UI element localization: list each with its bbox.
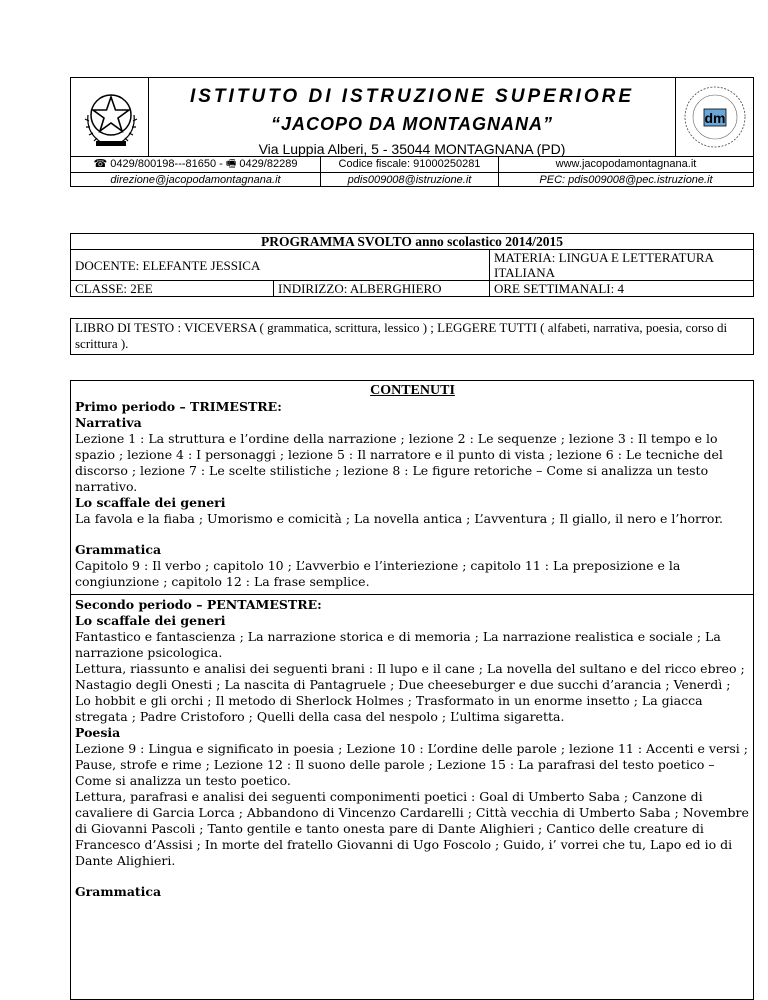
website-link[interactable]: www.jacopodamontagnana.it [555,158,697,171]
docente-cell: DOCENTE: ELEFANTE JESSICA [71,250,490,281]
star-emblem-icon [80,85,142,149]
classe-cell: CLASSE: 2EE [71,281,274,297]
scaffale-title: Lo scaffale dei generi [75,495,226,510]
school-header [70,77,754,187]
scaffale-title-2: Lo scaffale dei generi [75,613,226,628]
phone-fax: ☎ 0429/800198---81650 - 🖷 0429/82289 [93,158,298,171]
school-address: Via Luppia Alberi, 5 - 35044 MONTAGNANA (PD) [258,141,566,157]
program-info-table [70,233,754,297]
logo-text: dm [704,110,725,126]
secondo-periodo-section [71,594,753,904]
contenuti-box [70,380,754,1000]
grammatica-title: Grammatica [75,542,162,557]
secondo-periodo-title: Secondo periodo – PENTAMESTRE: [75,597,322,612]
grammatica-title-2: Grammatica [75,884,162,899]
grammatica-text: Capitolo 9 : Il verbo ; capitolo 10 ; L’avverbio e l’interiezione ; capitolo 11 : La preposizione e la congiunzione ; capitolo 12 : La frase semplice. [75,558,681,589]
primo-periodo-section [71,381,753,594]
scaffale-text-2: Fantastico e fantascienza ; La narrazione storica e di memoria ; La narrazione realistica e sociale ; La narrazione psicologica. [75,629,721,660]
contenuti-heading: CONTENUTI [370,383,455,398]
poesia-text: Lezione 9 : Lingua e significato in poesia ; Lezione 10 : L’ordine delle parole ; lezione 11 : Accenti e versi ; Pause, strofe e rime ; Lezione 12 : Il suono delle parole ; Lezione 15 : La parafrasi del testo poetico – Come si analizza un testo poetico. [75,741,748,788]
school-name-block [149,86,675,157]
narrativa-title: Narrativa [75,415,142,430]
narrativa-text: Lezione 1 : La struttura e l’ordine della narrazione ; lezione 2 : Le sequenze ; lezione 3 : Il tempo e lo spazio ; lezione 4 : I personaggi ; lezione 5 : Il narratore e il punto di vista ; lezione 6 : Le tecniche del discorso ; lezione 7 : Le scelte stilistiche ; lezione 8 : Le figure retoriche – Come si analizza un testo narrativo. [75,431,723,494]
codice-fiscale: Codice fiscale: 91000250281 [338,158,481,171]
program-title: PROGRAMMA SVOLTO anno scolastico 2014/2015 [71,234,754,250]
poesia-title: Poesia [75,725,121,740]
poesia-lettura-text: Lettura, parafrasi e analisi dei seguenti componimenti poetici : Goal di Umberto Saba ; Canzone di cavaliere di Garcia Lorca ; Abbandono di Vincenzo Cardarelli ; Città vecchia di Umberto Saba ; Novembre di Giovanni Pascoli ; Tanto gentile e tanto onesta pare di Dante Alighieri ; Cantico delle creature di Francesco d’Assisi ; In morte del fratello Giovanni di Ugo Foscolo ; Guido, i’ vorrei che tu, Lapo ed io di Dante Alighieri. [75,789,749,868]
ore-cell: ORE SETTIMANALI: 4 [490,281,754,297]
lettura-brani-text: Lettura, riassunto e analisi dei seguenti brani : Il lupo e il cane ; La novella del sultano e del ricco ebreo ; Nastagio degli Onesti ; La nascita di Pantagruele ; Due cheeseburger e due succhi d’arancia ; Venerdì ; Lo hobbit e gli orchi ; Il metodo di Sherlock Holmes ; Trasformato in un enorme insetto ; La giacca stregata ; Padre Cristoforo ; Quelli della casa del nespolo ; L’ultima sigaretta. [75,661,745,724]
materia-cell: MATERIA: LINGUA E LETTERATURA ITALIANA [490,250,754,281]
school-logo [675,78,753,156]
contacts-row [71,156,753,187]
dm-logo-icon [680,82,750,152]
italian-republic-emblem [73,78,149,156]
libro-di-testo: LIBRO DI TESTO : VICEVERSA ( grammatica, scrittura, lessico ) ; LEGGERE TUTTI ( alfabeti, narrativa, poesia, corso di scrittura ). [70,318,754,355]
school-name-line1: ISTITUTO DI ISTRUZIONE SUPERIORE [189,86,634,107]
pec-email[interactable]: PEC: pdis009008@pec.istruzione.it [499,172,753,187]
primo-periodo-title: Primo periodo – TRIMESTRE: [75,399,282,414]
school-name-line2: “JACOPO DA MONTAGNANA” [271,114,553,134]
indirizzo-cell: INDIRIZZO: ALBERGHIERO [274,281,490,297]
email-address[interactable]: direzione@jacopodamontagnana.it [71,172,320,187]
istruzione-email[interactable]: pdis009008@istruzione.it [321,172,498,187]
scaffale-text: La favola e la fiaba ; Umorismo e comicità ; La novella antica ; L’avventura ; Il giallo, il nero e l’horror. [75,511,724,526]
